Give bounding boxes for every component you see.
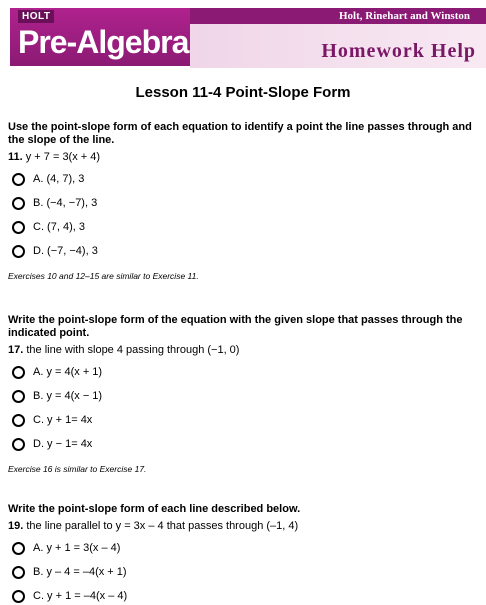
exercise-note-1: Exercises 10 and 12–15 are similar to Exercise 11. bbox=[8, 271, 199, 281]
question-number: 17. bbox=[8, 344, 24, 356]
radio-button[interactable] bbox=[12, 566, 25, 579]
choice-label: C. y + 1 = –4(x – 4) bbox=[33, 590, 128, 602]
choice-11-d[interactable] bbox=[12, 242, 98, 260]
instructions-1: Use the point-slope form of each equation to identify a point the line passes through and the slope of the line. bbox=[8, 121, 472, 146]
choice-label: D. y − 1= 4x bbox=[33, 438, 93, 450]
radio-button[interactable] bbox=[12, 173, 25, 186]
radio-button[interactable] bbox=[12, 221, 25, 234]
header-banner bbox=[0, 0, 486, 68]
choice-17-d[interactable] bbox=[12, 435, 92, 453]
question-text: y + 7 = 3(x + 4) bbox=[25, 151, 101, 163]
question-text: the line with slope 4 passing through (−1, 0) bbox=[26, 344, 240, 356]
choice-label: B. (−4, −7), 3 bbox=[33, 197, 98, 209]
choice-19-a[interactable] bbox=[12, 539, 120, 557]
choice-label: D. (−7, −4), 3 bbox=[33, 245, 98, 257]
choice-19-b[interactable] bbox=[12, 563, 127, 581]
choice-label: C. y + 1= 4x bbox=[33, 414, 93, 426]
choice-17-c[interactable] bbox=[12, 411, 92, 429]
radio-button[interactable] bbox=[12, 542, 25, 555]
instructions-2: Write the point-slope form of the equation with the given slope that passes through the indicated point. bbox=[8, 314, 463, 339]
publisher-name: Holt, Rinehart and Winston bbox=[338, 10, 470, 22]
section-title: Homework Help bbox=[321, 40, 476, 62]
radio-button[interactable] bbox=[12, 366, 25, 379]
question-17 bbox=[8, 344, 239, 356]
choice-11-a[interactable] bbox=[12, 170, 84, 188]
radio-button[interactable] bbox=[12, 414, 25, 427]
choice-label: C. (7, 4), 3 bbox=[33, 221, 85, 233]
choice-11-b[interactable] bbox=[12, 194, 97, 212]
brand-title: Pre-Algebra bbox=[18, 24, 189, 60]
choice-label: A. y = 4(x + 1) bbox=[33, 366, 103, 378]
choice-label: A. (4, 7), 3 bbox=[33, 173, 85, 185]
question-text: the line parallel to y = 3x – 4 that passes through (–1, 4) bbox=[26, 520, 299, 532]
radio-button[interactable] bbox=[12, 197, 25, 210]
choice-19-c[interactable] bbox=[12, 587, 127, 605]
lesson-title: Lesson 11-4 Point-Slope Form bbox=[135, 84, 351, 101]
question-11 bbox=[8, 151, 100, 163]
choice-11-c[interactable] bbox=[12, 218, 85, 236]
choice-label: B. y = 4(x − 1) bbox=[33, 390, 103, 402]
instructions-3: Write the point-slope form of each line described below. bbox=[8, 503, 301, 515]
question-number: 11. bbox=[8, 151, 23, 163]
question-number: 19. bbox=[8, 520, 24, 532]
radio-button[interactable] bbox=[12, 590, 25, 603]
exercise-note-2: Exercise 16 is similar to Exercise 17. bbox=[8, 464, 147, 474]
choice-17-b[interactable] bbox=[12, 387, 102, 405]
choice-label: A. y + 1 = 3(x – 4) bbox=[33, 542, 121, 554]
radio-button[interactable] bbox=[12, 390, 25, 403]
choice-label: B. y – 4 = –4(x + 1) bbox=[33, 566, 127, 578]
question-19 bbox=[8, 520, 298, 532]
holt-logo: HOLT bbox=[18, 10, 54, 23]
choice-17-a[interactable] bbox=[12, 363, 102, 381]
radio-button[interactable] bbox=[12, 438, 25, 451]
radio-button[interactable] bbox=[12, 245, 25, 258]
